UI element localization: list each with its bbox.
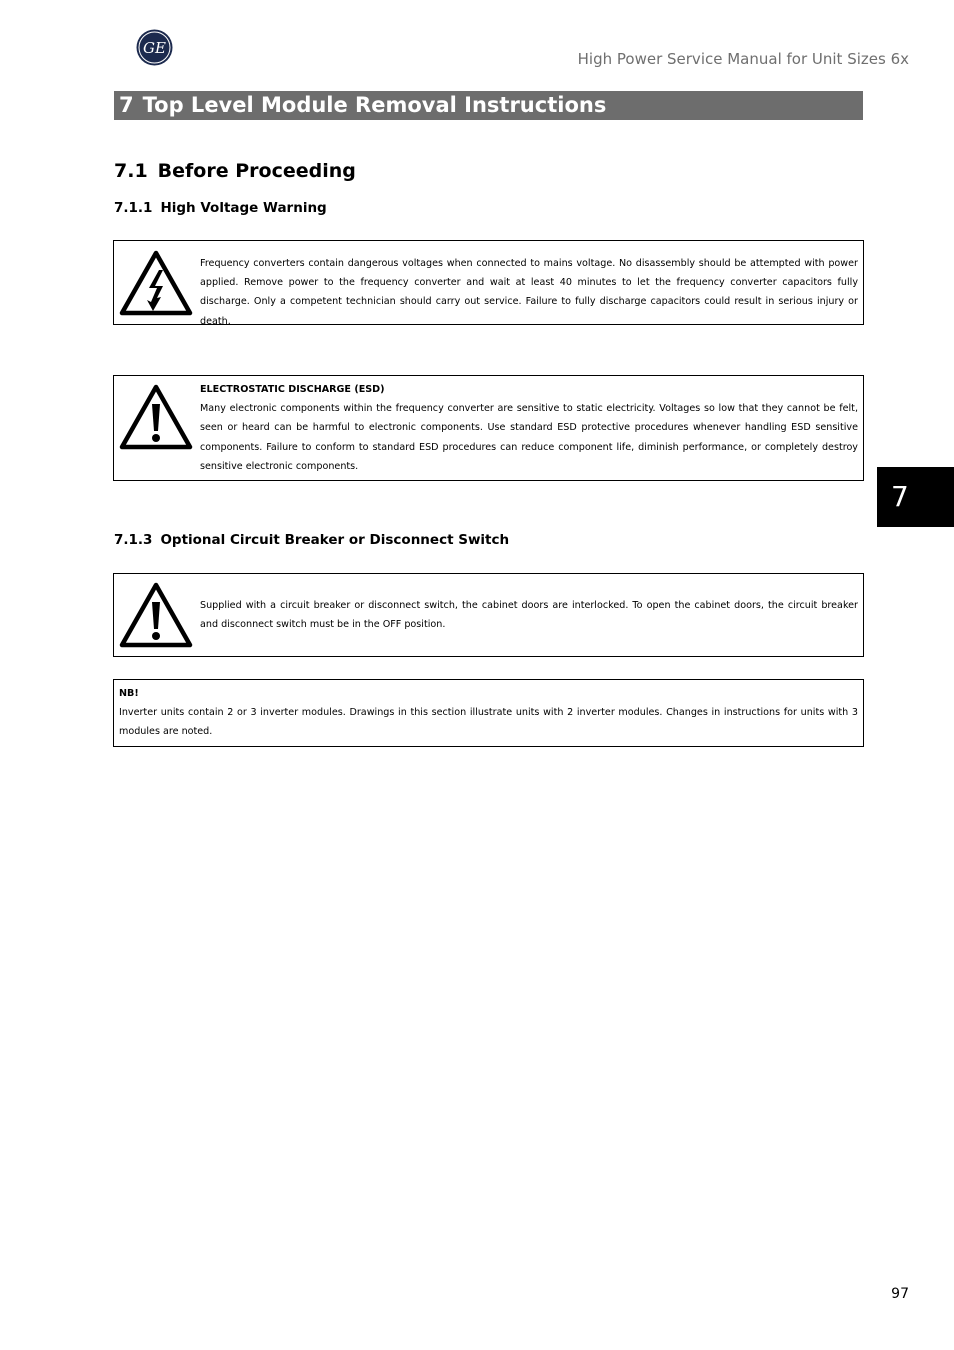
chapter-heading (114, 91, 863, 120)
warning-text: Many electronic components within the frequency converter are sensitive to static electricity. Voltages so low that they cannot be felt, seen or heard can be harmful to electronic components. Use standard ESD protective procedures whenever handling ESD sensitive components. Failure to conform to standard ESD procedures can reduce component life, diminish performance, or completely destroy sensitive electronic components. (200, 403, 858, 472)
section-number: 7.1 (114, 160, 148, 182)
chapter-title: Top Level Module Removal Instructions (142, 93, 607, 117)
chapter-number: 7 (119, 93, 134, 117)
note-title: NB! (119, 688, 139, 699)
warning-text: Supplied with a circuit breaker or disconnect switch, the cabinet doors are interlocked. To open the cabinet doors, the circuit breaker and disconnect switch must be in the OFF position. (200, 600, 858, 631)
note-box (113, 679, 864, 747)
warning-text: Frequency converters contain dangerous voltages when connected to mains voltage. No disassembly should be attempted with power applied. Remove power to the frequency converter and wait at least 40 minutes to let the frequency converter capacitors fully discharge. Only a competent technician should carry out service. Failure to fully discharge capacitors could result in serious injury or death. (200, 258, 858, 327)
high-voltage-icon (119, 250, 193, 316)
subsection-heading-circuit-breaker (114, 532, 509, 548)
esd-warning-box (113, 375, 864, 481)
document-header-title: High Power Service Manual for Unit Sizes 6x (577, 50, 909, 68)
warning-title: ELECTROSTATIC DISCHARGE (ESD) (200, 384, 385, 395)
caution-icon (119, 384, 193, 450)
subsection-title: High Voltage Warning (160, 200, 327, 216)
subsection-title: Optional Circuit Breaker or Disconnect Switch (160, 532, 510, 548)
warning-content (200, 380, 858, 476)
note-content (119, 684, 858, 742)
note-text: Inverter units contain 2 or 3 inverter modules. Drawings in this section illustrate units with 2 inverter modules. Changes in instructions for units with 3 modules are noted. (119, 707, 858, 738)
section-heading (114, 160, 356, 182)
subsection-number: 7.1.3 (114, 532, 153, 548)
caution-icon (119, 582, 193, 648)
section-title: Before Proceeding (157, 160, 356, 182)
high-voltage-warning-box (113, 240, 864, 325)
subsection-number: 7.1.1 (114, 200, 153, 216)
chapter-side-tab: 7 (877, 467, 954, 527)
subsection-heading-high-voltage (114, 200, 327, 216)
svg-text:GE: GE (143, 39, 166, 57)
ge-logo (136, 29, 173, 66)
page-number: 97 (891, 1286, 909, 1302)
circuit-breaker-warning-box (113, 573, 864, 657)
